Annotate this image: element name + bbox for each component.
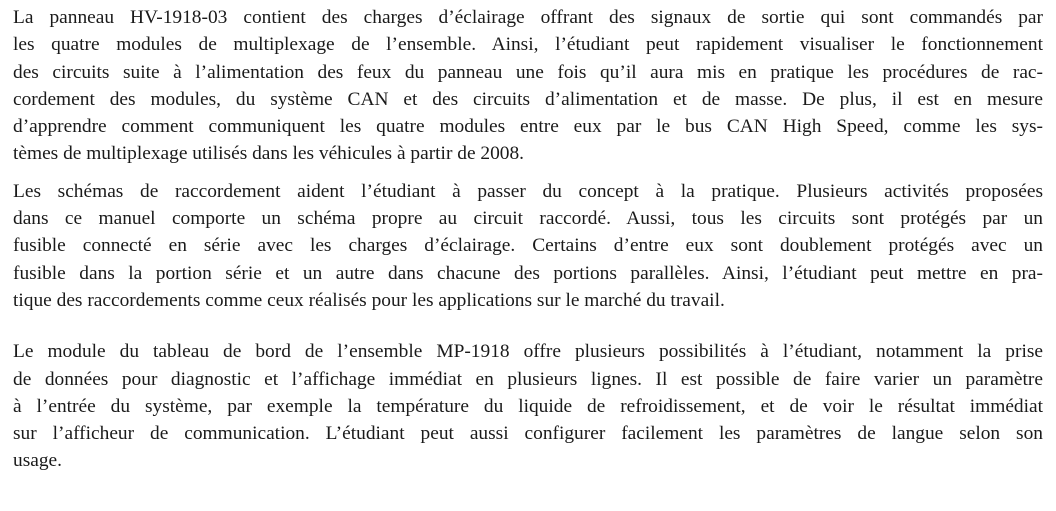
text-line: cordement des modules, du système CAN et des circuits d’alimentation et de masse. De plus, il est en mesure [13, 88, 1043, 110]
text-line: tèmes de multiplexage utilisés dans les véhicules à partir de 2008. [13, 143, 525, 165]
text-line: sur l’afficheur de communication. L’étudiant peut aussi configurer facilement les paramètres de langue selon son [13, 423, 1043, 445]
text-line: d’apprendre comment communiquent les quatre modules entre eux par le bus CAN High Speed, comme les sys- [13, 116, 1043, 138]
text-line: tique des raccordements comme ceux réalisés pour les applications sur le marché du travail. [13, 289, 725, 311]
text-line: La panneau HV-1918-03 contient des charges d’éclairage offrant des signaux de sortie qui sont commandés par [13, 7, 1043, 28]
paragraph-dashboard-module [13, 338, 1043, 474]
text-line: Le module du tableau de bord de l’ensemble MP-1918 offre plusieurs possibilités à l’étudiant, notamment la prise [13, 341, 1043, 363]
text-line: Les schémas de raccordement aident l’étudiant à passer du concept à la pratique. Plusieurs activités proposées [13, 180, 1043, 202]
text-line: à l’entrée du système, par exemple la température du liquide de refroidissement, et de voir le résultat immédiat [13, 395, 1043, 417]
text-line: fusible connecté en série avec les charges d’éclairage. Certains d’entre eux sont doublement protégés avec un [13, 235, 1043, 257]
text-line: fusible dans la portion série et un autre dans chacune des portions parallèles. Ainsi, l’étudiant peut mettre en pra- [13, 262, 1043, 284]
document-body [13, 4, 1043, 475]
text-line: les quatre modules de multiplexage de l’ensemble. Ainsi, l’étudiant peut rapidement visualiser le fonctionnement [13, 34, 1043, 56]
text-line: usage. [13, 450, 62, 472]
text-line: dans ce manuel comporte un schéma propre au circuit raccordé. Aussi, tous les circuits sont protégés par un [13, 208, 1043, 230]
paragraph-hv-panel [13, 4, 1043, 168]
text-line: de données pour diagnostic et l’affichage immédiat en plusieurs lignes. Il est possible de faire varier un paramètre [13, 368, 1043, 390]
text-line: des circuits suite à l’alimentation des feux du panneau une fois qu’il aura mis en pratique les procédures de rac- [13, 61, 1043, 83]
paragraph-wiring-diagrams [13, 178, 1043, 314]
